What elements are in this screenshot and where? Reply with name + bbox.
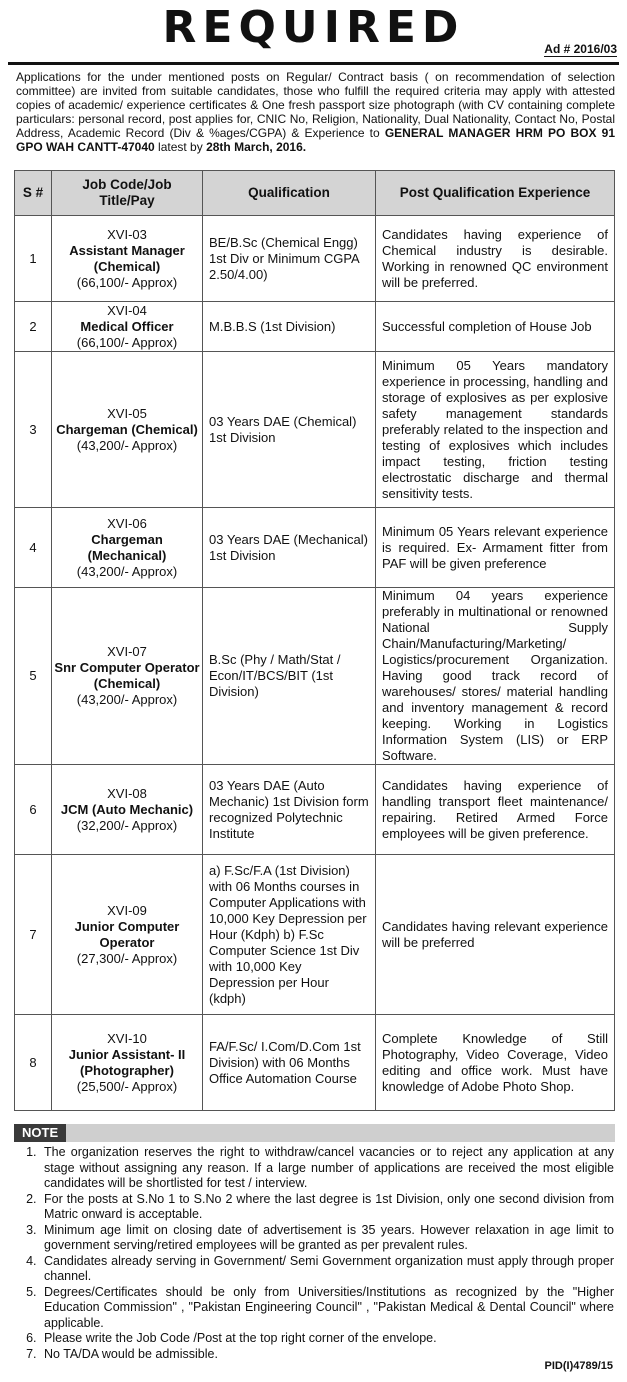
note-item: 4. Candidates already serving in Government/ Semi Government organization must apply through proper channel. bbox=[40, 1254, 614, 1285]
row-job bbox=[52, 216, 203, 302]
row-job bbox=[52, 352, 203, 508]
job-code: XVI-09 bbox=[107, 902, 147, 918]
job-code: XVI-10 bbox=[107, 1030, 147, 1046]
job-pay: (43,200/- Approx) bbox=[76, 563, 178, 579]
row-job bbox=[52, 302, 203, 352]
row-job bbox=[52, 508, 203, 588]
header-qualification: Qualification bbox=[203, 171, 376, 216]
row-qualification: 03 Years DAE (Auto Mechanic) 1st Division form recognized Polytechnic Institute bbox=[203, 765, 376, 855]
note-item: 6. Please write the Job Code /Post at the top right corner of the envelope. bbox=[40, 1331, 614, 1347]
table-row bbox=[15, 1015, 615, 1111]
row-qualification: a) F.Sc/F.A (1st Division) with 06 Months courses in Computer Applications with 10,000 Key Depression per Hour (Kdph) b) F.Sc Computer Science 1st Div with 10,000 Key Depression per Hour (kdph) bbox=[203, 855, 376, 1015]
job-pay: (25,500/- Approx) bbox=[76, 1078, 178, 1094]
row-sno: 2 bbox=[15, 302, 52, 352]
job-code: XVI-04 bbox=[107, 302, 147, 318]
note-item: 2. For the posts at S.No 1 to S.No 2 where the last degree is 1st Division, only one second division from Matric onward is acceptable. bbox=[40, 1192, 614, 1223]
header-sno: S # bbox=[15, 171, 52, 216]
note-heading: NOTE bbox=[14, 1124, 66, 1142]
intro-deadline-prefix: latest by bbox=[154, 140, 207, 154]
job-pay: (32,200/- Approx) bbox=[76, 817, 178, 833]
row-sno: 8 bbox=[15, 1015, 52, 1111]
table-row bbox=[15, 352, 615, 508]
row-sno: 3 bbox=[15, 352, 52, 508]
job-title: Junior Computer Operator bbox=[74, 918, 180, 950]
row-sno: 5 bbox=[15, 588, 52, 765]
row-experience: Minimum 05 Years relevant experience is required. Ex- Armament fitter from PAF will be given preference bbox=[376, 508, 615, 588]
job-code: XVI-08 bbox=[107, 785, 147, 801]
row-job bbox=[52, 1015, 203, 1111]
row-experience: Minimum 05 Years mandatory experience in processing, handling and storage of explosives as per explosive safety management standards preferably related to the inspection and testing of explosives which includes impact testing, friction testing electrostatic discharge and thermal sensitivity tests. bbox=[376, 352, 615, 508]
header bbox=[0, 0, 627, 64]
row-experience: Candidates having experience of Chemical industry is desirable. Working in renowned QC environment will be preferred. bbox=[376, 216, 615, 302]
page-title: REQUIRED bbox=[162, 2, 465, 53]
row-experience: Candidates having relevant experience will be preferred bbox=[376, 855, 615, 1015]
note-header bbox=[14, 1124, 615, 1142]
ad-number: Ad # 2016/03 bbox=[544, 42, 617, 56]
title-divider bbox=[8, 62, 619, 65]
job-pay: (27,300/- Approx) bbox=[76, 950, 178, 966]
row-experience: Successful completion of House Job bbox=[376, 302, 615, 352]
row-job bbox=[52, 588, 203, 765]
job-title: Assistant Manager (Chemical) bbox=[69, 242, 185, 274]
row-qualification: B.Sc (Phy / Math/Stat / Econ/IT/BCS/BIT (1st Division) bbox=[203, 588, 376, 765]
job-title: Chargeman (Chemical) bbox=[56, 421, 198, 437]
job-code: XVI-03 bbox=[107, 226, 147, 242]
note-item: 5. Degrees/Certificates should be only from Universities/Institutions as recognized by the "Higher Education Commission" , "Pakistan Engineering Council" , "Pakistan Medical & Dental Council" where applicable. bbox=[40, 1285, 614, 1332]
row-qualification: M.B.B.S (1st Division) bbox=[203, 302, 376, 352]
job-title: Snr Computer Operator (Chemical) bbox=[54, 660, 200, 691]
row-job bbox=[52, 855, 203, 1015]
pid-number: PID(I)4789/15 bbox=[544, 1360, 613, 1372]
job-pay: (66,100/- Approx) bbox=[76, 334, 178, 350]
job-title: Junior Assistant- II (Photographer) bbox=[68, 1046, 186, 1078]
note-item: 3. Minimum age limit on closing date of advertisement is 35 years. However relaxation in age limit to government serving/retired employees will be granted as per prevalent rules. bbox=[40, 1223, 614, 1254]
notes-list bbox=[14, 1145, 614, 1362]
intro-paragraph bbox=[16, 70, 615, 154]
row-sno: 1 bbox=[15, 216, 52, 302]
job-code: XVI-06 bbox=[107, 515, 147, 531]
job-title: JCM (Auto Mechanic) bbox=[60, 801, 194, 817]
row-sno: 7 bbox=[15, 855, 52, 1015]
intro-text: Applications for the under mentioned posts on Regular/ Contract basis ( on recommendation of selection committee) are invited from suitable candidates, those who fulfill the required criteria may apply with attested copies of academic/ experience certificates & One fresh passport size photograph (with CV containing complete particulars: personal record, post applies for, CNIC No, Religion, Nationality, Dual Nationality, Contact No, Postal Address, Academic Record (Div & %ages/CGPA) & Experience to bbox=[16, 70, 615, 140]
note-item: 1. The organization reserves the right to withdraw/cancel vacancies or to reject any application at any stage without assigning any reason. If a large number of applications are received the most eligible candidates will be shortlisted for test / interview. bbox=[40, 1145, 614, 1192]
intro-deadline: 28th March, 2016. bbox=[206, 140, 307, 154]
table-row bbox=[15, 216, 615, 302]
job-title: Medical Officer bbox=[80, 318, 174, 334]
header-experience: Post Qualification Experience bbox=[376, 171, 615, 216]
row-experience: Complete Knowledge of Still Photography, Video Coverage, Video editing and office work. Must have knowledge of Adobe Photo Shop. bbox=[376, 1015, 615, 1111]
job-pay: (43,200/- Approx) bbox=[76, 692, 178, 707]
job-pay: (66,100/- Approx) bbox=[76, 274, 178, 290]
row-qualification: 03 Years DAE (Chemical) 1st Division bbox=[203, 352, 376, 508]
header-job: Job Code/Job Title/Pay bbox=[52, 171, 203, 216]
table-row bbox=[15, 765, 615, 855]
row-job bbox=[52, 765, 203, 855]
table-row bbox=[15, 508, 615, 588]
row-qualification: BE/B.Sc (Chemical Engg) 1st Div or Minimum CGPA 2.50/4.00) bbox=[203, 216, 376, 302]
job-pay: (43,200/- Approx) bbox=[76, 437, 178, 453]
row-qualification: FA/F.Sc/ I.Com/D.Com 1st Division) with 06 Months Office Automation Course bbox=[203, 1015, 376, 1111]
intro-address: GENERAL MANAGER HRM PO BOX 91 GPO WAH CANTT-47040 bbox=[16, 126, 616, 154]
jobs-table bbox=[14, 170, 615, 1111]
row-qualification: 03 Years DAE (Mechanical) 1st Division bbox=[203, 508, 376, 588]
row-experience: Minimum 04 years experience preferably in multinational or renowned National Supply Chain/Manufacturing/Marketing/ Logistics/procurement Organization. Having good track record of warehouses/ stores/ material handling and inventory management & record keeping. Working in Logistics Information System (LIS) or ERP Software. bbox=[376, 588, 615, 765]
note-item: 7. No TA/DA would be admissible. bbox=[40, 1347, 614, 1363]
job-code: XVI-05 bbox=[107, 405, 147, 421]
table-row bbox=[15, 855, 615, 1015]
row-experience: Candidates having experience of handling transport fleet maintenance/ repairing. Retired Armed Force employees will be given preference. bbox=[376, 765, 615, 855]
table-row bbox=[15, 588, 615, 765]
job-title: Chargeman (Mechanical) bbox=[87, 531, 167, 563]
row-sno: 4 bbox=[15, 508, 52, 588]
table-row bbox=[15, 302, 615, 352]
job-code: XVI-07 bbox=[107, 644, 147, 659]
row-sno: 6 bbox=[15, 765, 52, 855]
table-header-row bbox=[15, 171, 615, 216]
